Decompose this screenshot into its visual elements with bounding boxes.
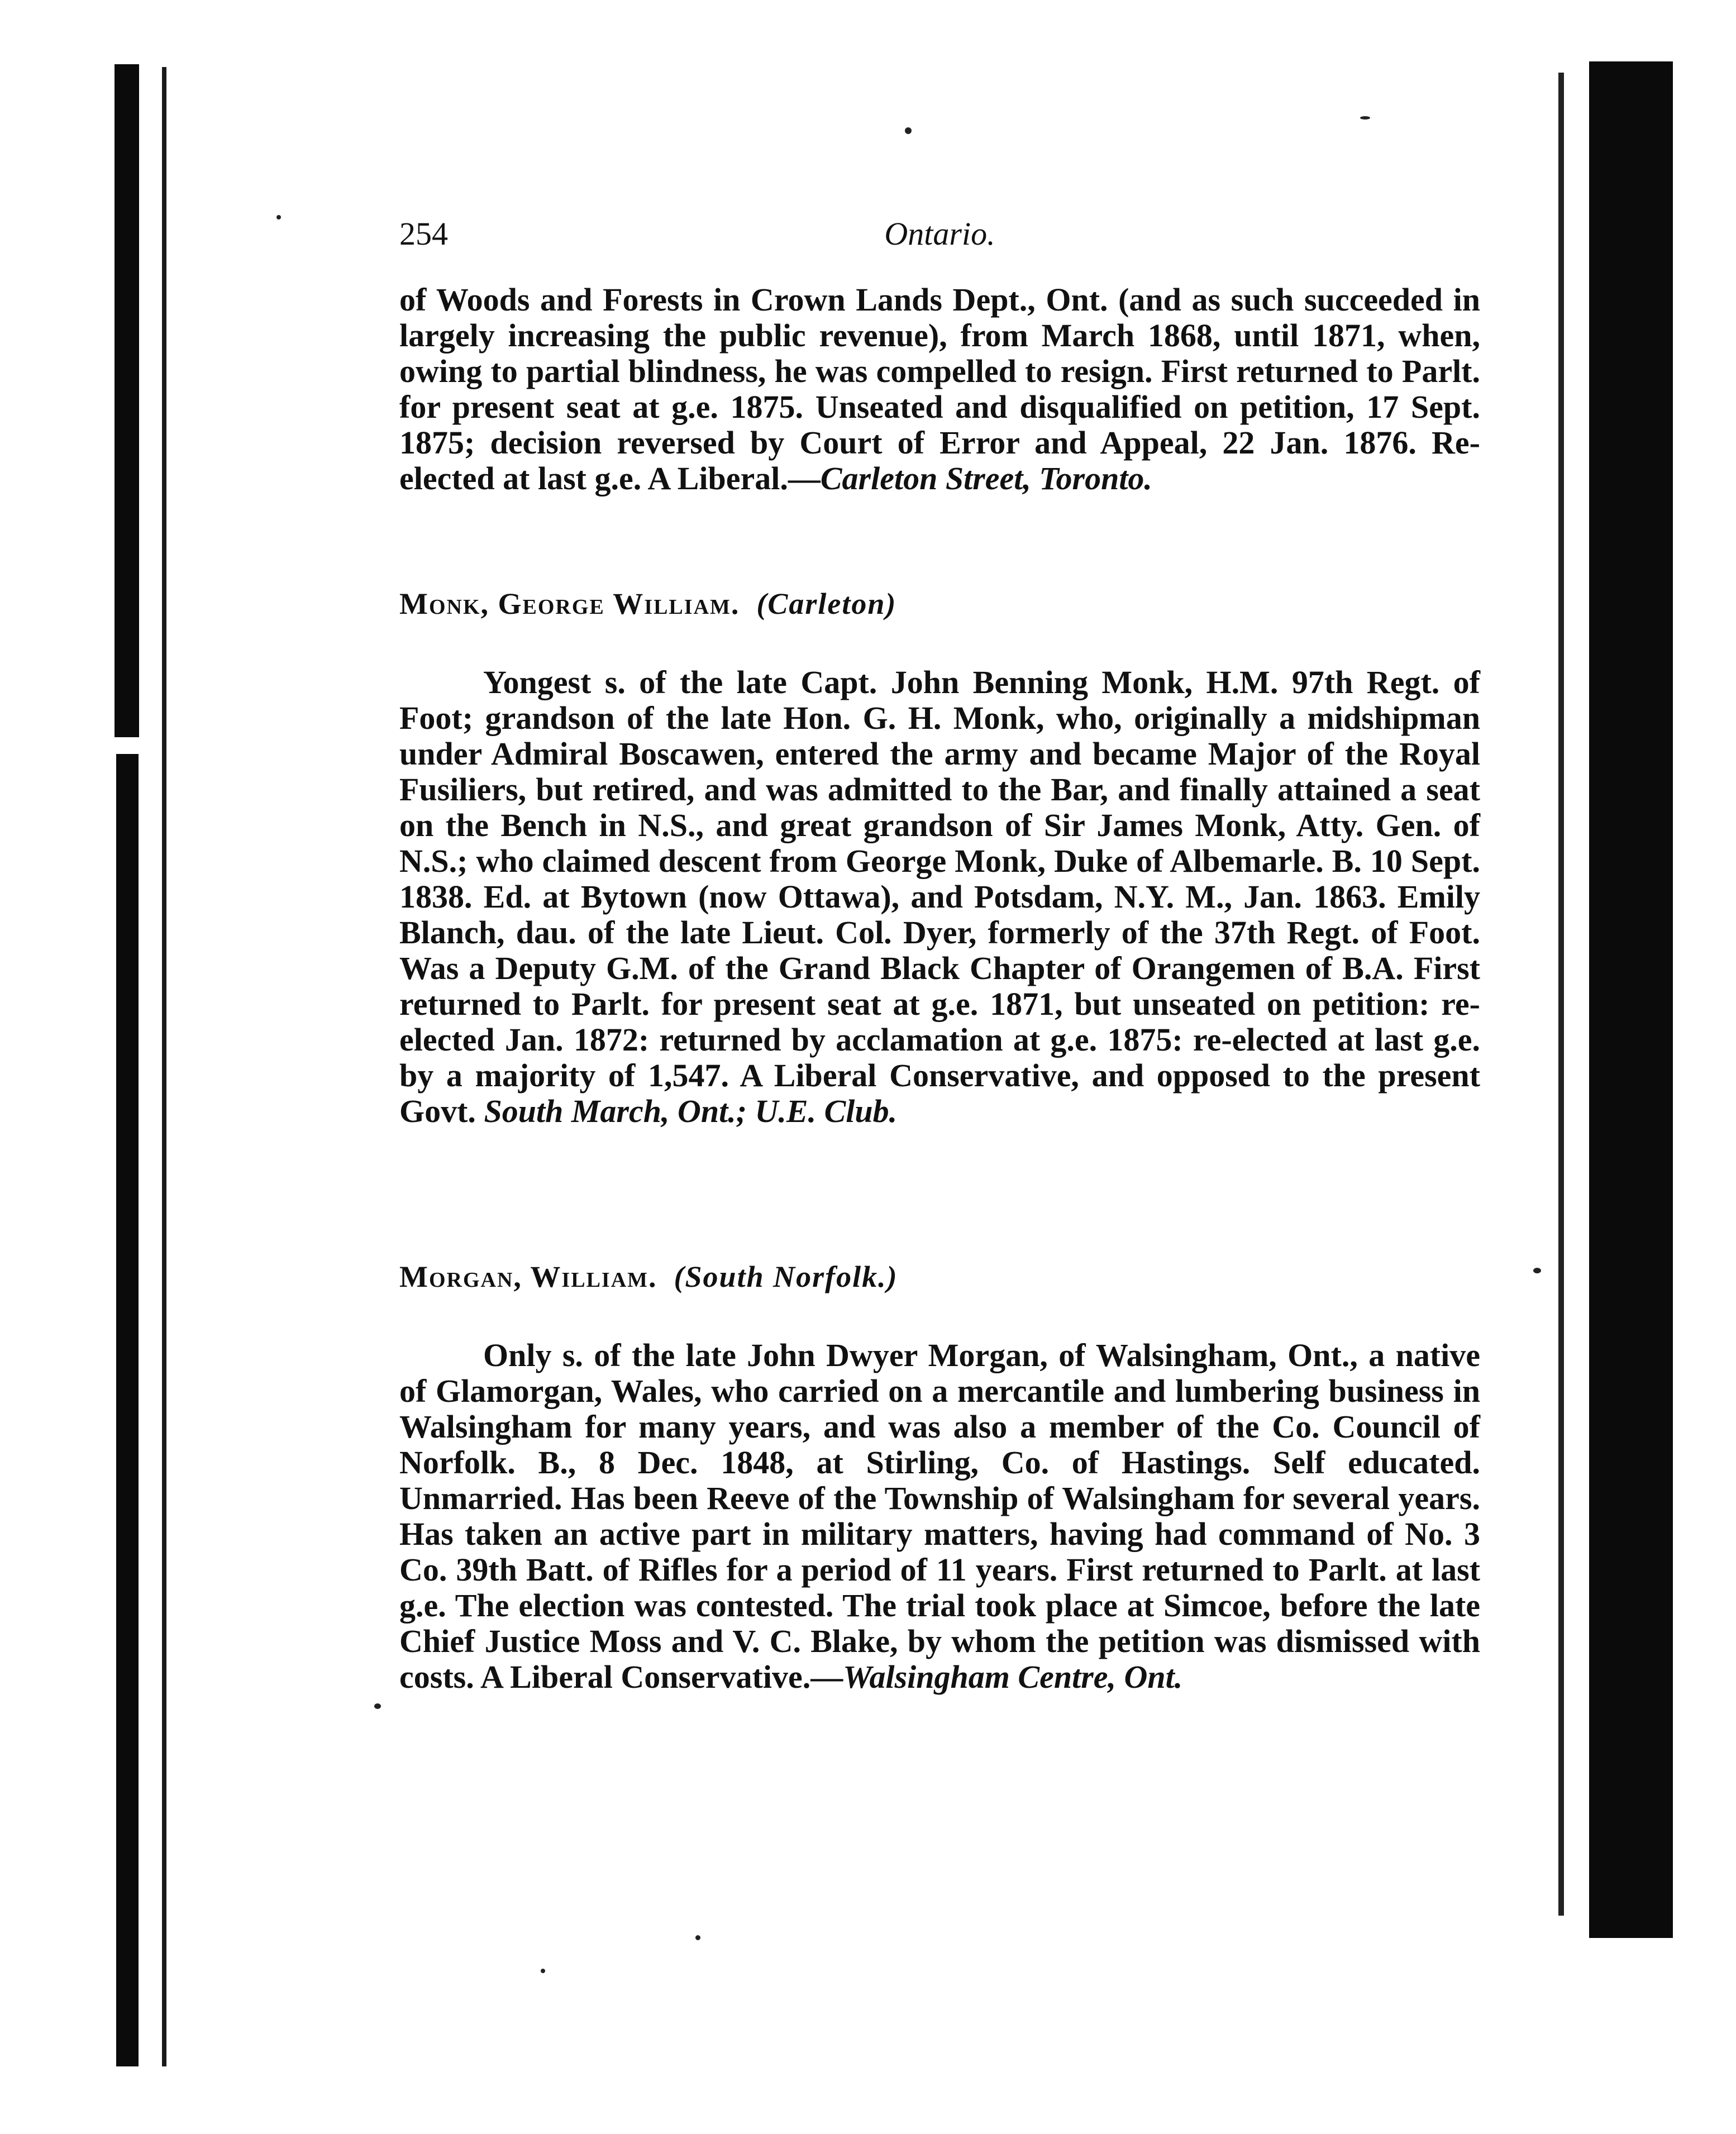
scan-speck [1360, 116, 1370, 120]
scan-edge-right-line [1558, 73, 1564, 1916]
scan-speck [695, 1935, 700, 1940]
scan-speck [905, 127, 912, 134]
scan-edge-left-top [115, 64, 139, 737]
scan-speck [276, 215, 281, 219]
entry-paragraph [399, 665, 1480, 1129]
scan-edge-left-bottom [116, 754, 139, 2066]
entry-riding: (South Norfolk.) [674, 1260, 898, 1293]
scan-speck [374, 1703, 381, 1709]
entry-name: Morgan, William. [399, 1260, 657, 1293]
address: Carleton Street, Toronto. [820, 460, 1152, 496]
entry-paragraph [399, 1338, 1480, 1695]
scan-edge-left-line [162, 67, 166, 2066]
entry-heading [399, 1259, 898, 1294]
paragraph-text: of Woods and Forests in Crown Lands Dept., Ont. (and as such succeeded in largely increasing the public revenue), from March 1868, until 1871, when, owing to partial blindness, he was compelled to resign. First returned to Parlt. for present seat at g.e. 1875. Unseated and disqualified on petition, 17 Sept. 1875; decision reversed by Court of Error and Appeal, 22 Jan. 1876. Re-elected at last g.e. A Liberal.— [399, 281, 1480, 496]
address: South March, Ont.; U.E. Club. [484, 1093, 898, 1129]
paragraph-text: Only s. of the late John Dwyer Morgan, of Walsingham, Ont., a native of Glamorgan, Wales, who carried on a mercantile and lumbering business in Walsingham for many years, and was also a member of the Co. Council of Norfolk. B., 8 Dec. 1848, at Stirling, Co. of Hastings. Self educated. Unmarried. Has been Reeve of the Township of Walsingham for several years. Has taken an active part in military matters, having had command of No. 3 Co. 39th Batt. of Rifles for a period of 11 years. First returned to Parlt. at last g.e. The election was contested. The trial took place at Simcoe, before the late Chief Justice Moss and V. C. Blake, by whom the petition was dismissed with costs. A Liberal Conservative.— [399, 1337, 1480, 1695]
paragraph-text: Yongest s. of the late Capt. John Benning Monk, H.M. 97th Regt. of Foot; grandson of the late Hon. G. H. Monk, who, originally a midshipman under Admiral Boscawen, entered the army and became Major of the Royal Fusiliers, but retired, and was admitted to the Bar, and finally attained a seat on the Bench in N.S., and great grandson of Sir James Monk, Atty. Gen. of N.S.; who claimed descent from George Monk, Duke of Albemarle. B. 10 Sept. 1838. Ed. at Bytown (now Ottawa), and Potsdam, N.Y. M., Jan. 1863. Emily Blanch, dau. of the late Lieut. Col. Dyer, formerly of the 37th Regt. of Foot. Was a Deputy G.M. of the Grand Black Chapter of Orangemen of B.A. First returned to Parlt. for present seat at g.e. 1871, but unseated on petition: re-elected Jan. 1872: returned by acclamation at g.e. 1875: re-elected at last g.e. by a majority of 1,547. A Liberal Conservative, and opposed to the present Govt. [399, 664, 1480, 1129]
scan-speck [541, 1969, 545, 1973]
entry-riding: (Carleton) [756, 587, 897, 620]
address: Walsingham Centre, Ont. [843, 1659, 1183, 1695]
entry-heading [399, 586, 896, 621]
page-number: 254 [399, 216, 448, 252]
scan-speck [1533, 1268, 1541, 1273]
scan-edge-right [1589, 61, 1673, 1938]
running-head: Ontario. [884, 216, 995, 252]
continuation-paragraph [399, 282, 1480, 496]
page-header [399, 215, 1480, 260]
entry-name: Monk, George William. [399, 587, 740, 620]
